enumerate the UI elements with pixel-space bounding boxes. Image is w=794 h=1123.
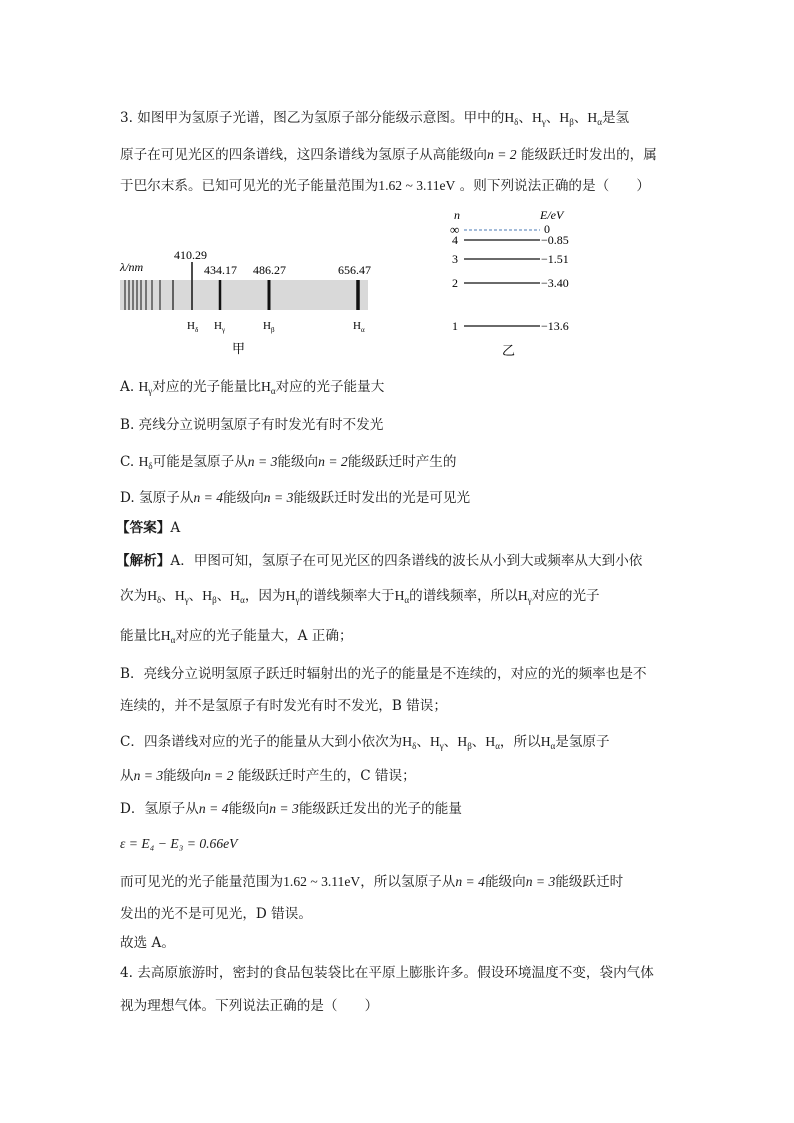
analysis-p7: 从n = 3能级向n = 2 能级跃迁时产生的，C 错误； bbox=[120, 768, 416, 784]
analysis-p4: B．亮线分立说明氢原子跃迁时辐射出的光子的能量是不连续的，对应的光的频率也是不 bbox=[120, 666, 647, 682]
analysis-p8: D．氢原子从n = 4能级向n = 3能级跃迁发出的光子的能量 bbox=[120, 801, 462, 817]
level-3-e: −1.51 bbox=[541, 252, 569, 266]
q4-line2: 视为理想气体。下列说法正确的是（ ） bbox=[120, 998, 379, 1014]
h-delta-wavelength: 410.29 bbox=[174, 248, 207, 262]
h-delta: $H_\delta$ bbox=[504, 110, 519, 127]
h-alpha: $H_\alpha$ bbox=[587, 110, 602, 127]
level-4-n: 4 bbox=[452, 233, 458, 247]
analysis-p5: 连续的，并不是氢原子有时发光有时不发光，B 错误； bbox=[120, 698, 447, 714]
option-c: C. $H_\delta$可能是氢原子从n = 3能级向n = 2能级跃迁时产生的 bbox=[120, 454, 457, 471]
analysis-p1: 【解析】A．甲图可知，氢原子在可见光区的四条谱线的波长从小到大或频率从大到小依 bbox=[116, 553, 643, 569]
level-inf-n: ∞ bbox=[450, 222, 460, 237]
option-a: A. $H_\gamma$对应的光子能量比$H_\alpha$对应的光子能量大 bbox=[120, 379, 385, 396]
analysis-p9: 而可见光的光子能量范围为1.62 ~ 3.11eV，所以氢原子从n = 4能级向n = 3能级跃迁时 bbox=[120, 874, 624, 890]
figure-yi-caption: 乙 bbox=[502, 343, 516, 358]
e-header: E/eV bbox=[540, 208, 564, 222]
h-beta-wavelength: 486.27 bbox=[253, 263, 286, 277]
figure-jia-spectrum bbox=[110, 240, 380, 360]
h-beta: $H_\beta$ bbox=[559, 110, 574, 127]
n-header: n bbox=[454, 208, 460, 222]
figure-yi-energy-levels bbox=[440, 205, 600, 365]
h-alpha-wavelength: 656.47 bbox=[338, 263, 371, 277]
h-delta-label: $H_\delta$ bbox=[187, 320, 199, 334]
spectrum-band bbox=[120, 280, 368, 310]
option-d: D. 氢原子从n = 4能级向n = 3能级跃迁时发出的光是可见光 bbox=[120, 490, 471, 506]
h-gamma-label: $H_\gamma$ bbox=[214, 320, 226, 334]
h-gamma-wavelength: 434.17 bbox=[204, 263, 237, 277]
level-2-e: −3.40 bbox=[541, 276, 569, 290]
figure-jia-caption: 甲 bbox=[232, 341, 246, 356]
analysis-p6: C．四条谱线对应的光子的能量从大到小依次为$H_\delta$、$H_\gamma$、$H_\beta$、$H_\alpha$，所以$H_\alpha$是氢原子 bbox=[120, 734, 610, 751]
q3-line2: 原子在可见光区的四条谱线，这四条谱线为氢原子从高能级向n = 2 能级跃迁时发出的，属 bbox=[120, 147, 657, 163]
analysis-p11: 故选 A。 bbox=[120, 935, 175, 951]
analysis-formula: ε = E₄ − E₃ = 0.66eV bbox=[120, 836, 238, 851]
q3-line3: 于巴尔末系。已知可见光的光子能量范围为1.62 ~ 3.11eV 。则下列说法正确的是（ ） bbox=[120, 178, 650, 194]
level-3-n: 3 bbox=[452, 252, 458, 266]
h-alpha-label: $H_\alpha$ bbox=[353, 320, 365, 334]
level-inf-e: 0 bbox=[544, 222, 550, 236]
q4-line1: 4. 去高原旅游时，密封的食品包装袋比在平原上膨胀许多。假设环境温度不变，袋内气体 bbox=[120, 965, 654, 981]
analysis-p3: 能量比$H_\alpha$对应的光子能量大，A 正确； bbox=[120, 628, 353, 645]
level-1-e: −13.6 bbox=[541, 319, 569, 333]
option-b: B. 亮线分立说明氢原子有时发光有时不发光 bbox=[120, 417, 384, 433]
q3-line1: 3. 如图甲为氢原子光谱，图乙为氢原子部分能级示意图。甲中的$H_\delta$、$H_\gamma$、$H_\beta$、$H_\alpha$是氢 bbox=[120, 110, 630, 127]
level-4-e: −0.85 bbox=[541, 233, 569, 247]
h-beta-label: $H_\beta$ bbox=[263, 320, 275, 334]
h-gamma: $H_\gamma$ bbox=[532, 110, 546, 127]
wavelength-axis-label: λ/nm bbox=[120, 260, 144, 274]
level-2-n: 2 bbox=[452, 276, 458, 290]
analysis-p2: 次为$H_\delta$、$H_\gamma$、$H_\beta$、$H_\alpha$，因为$H_\gamma$的谱线频率大于$H_\alpha$的谱线频率，所以$H_\gamma$对应的光子 bbox=[120, 588, 600, 605]
answer: 【答案】A bbox=[116, 520, 181, 536]
analysis-p10: 发出的光不是可见光，D 错误。 bbox=[120, 906, 312, 922]
level-1-n: 1 bbox=[452, 319, 458, 333]
